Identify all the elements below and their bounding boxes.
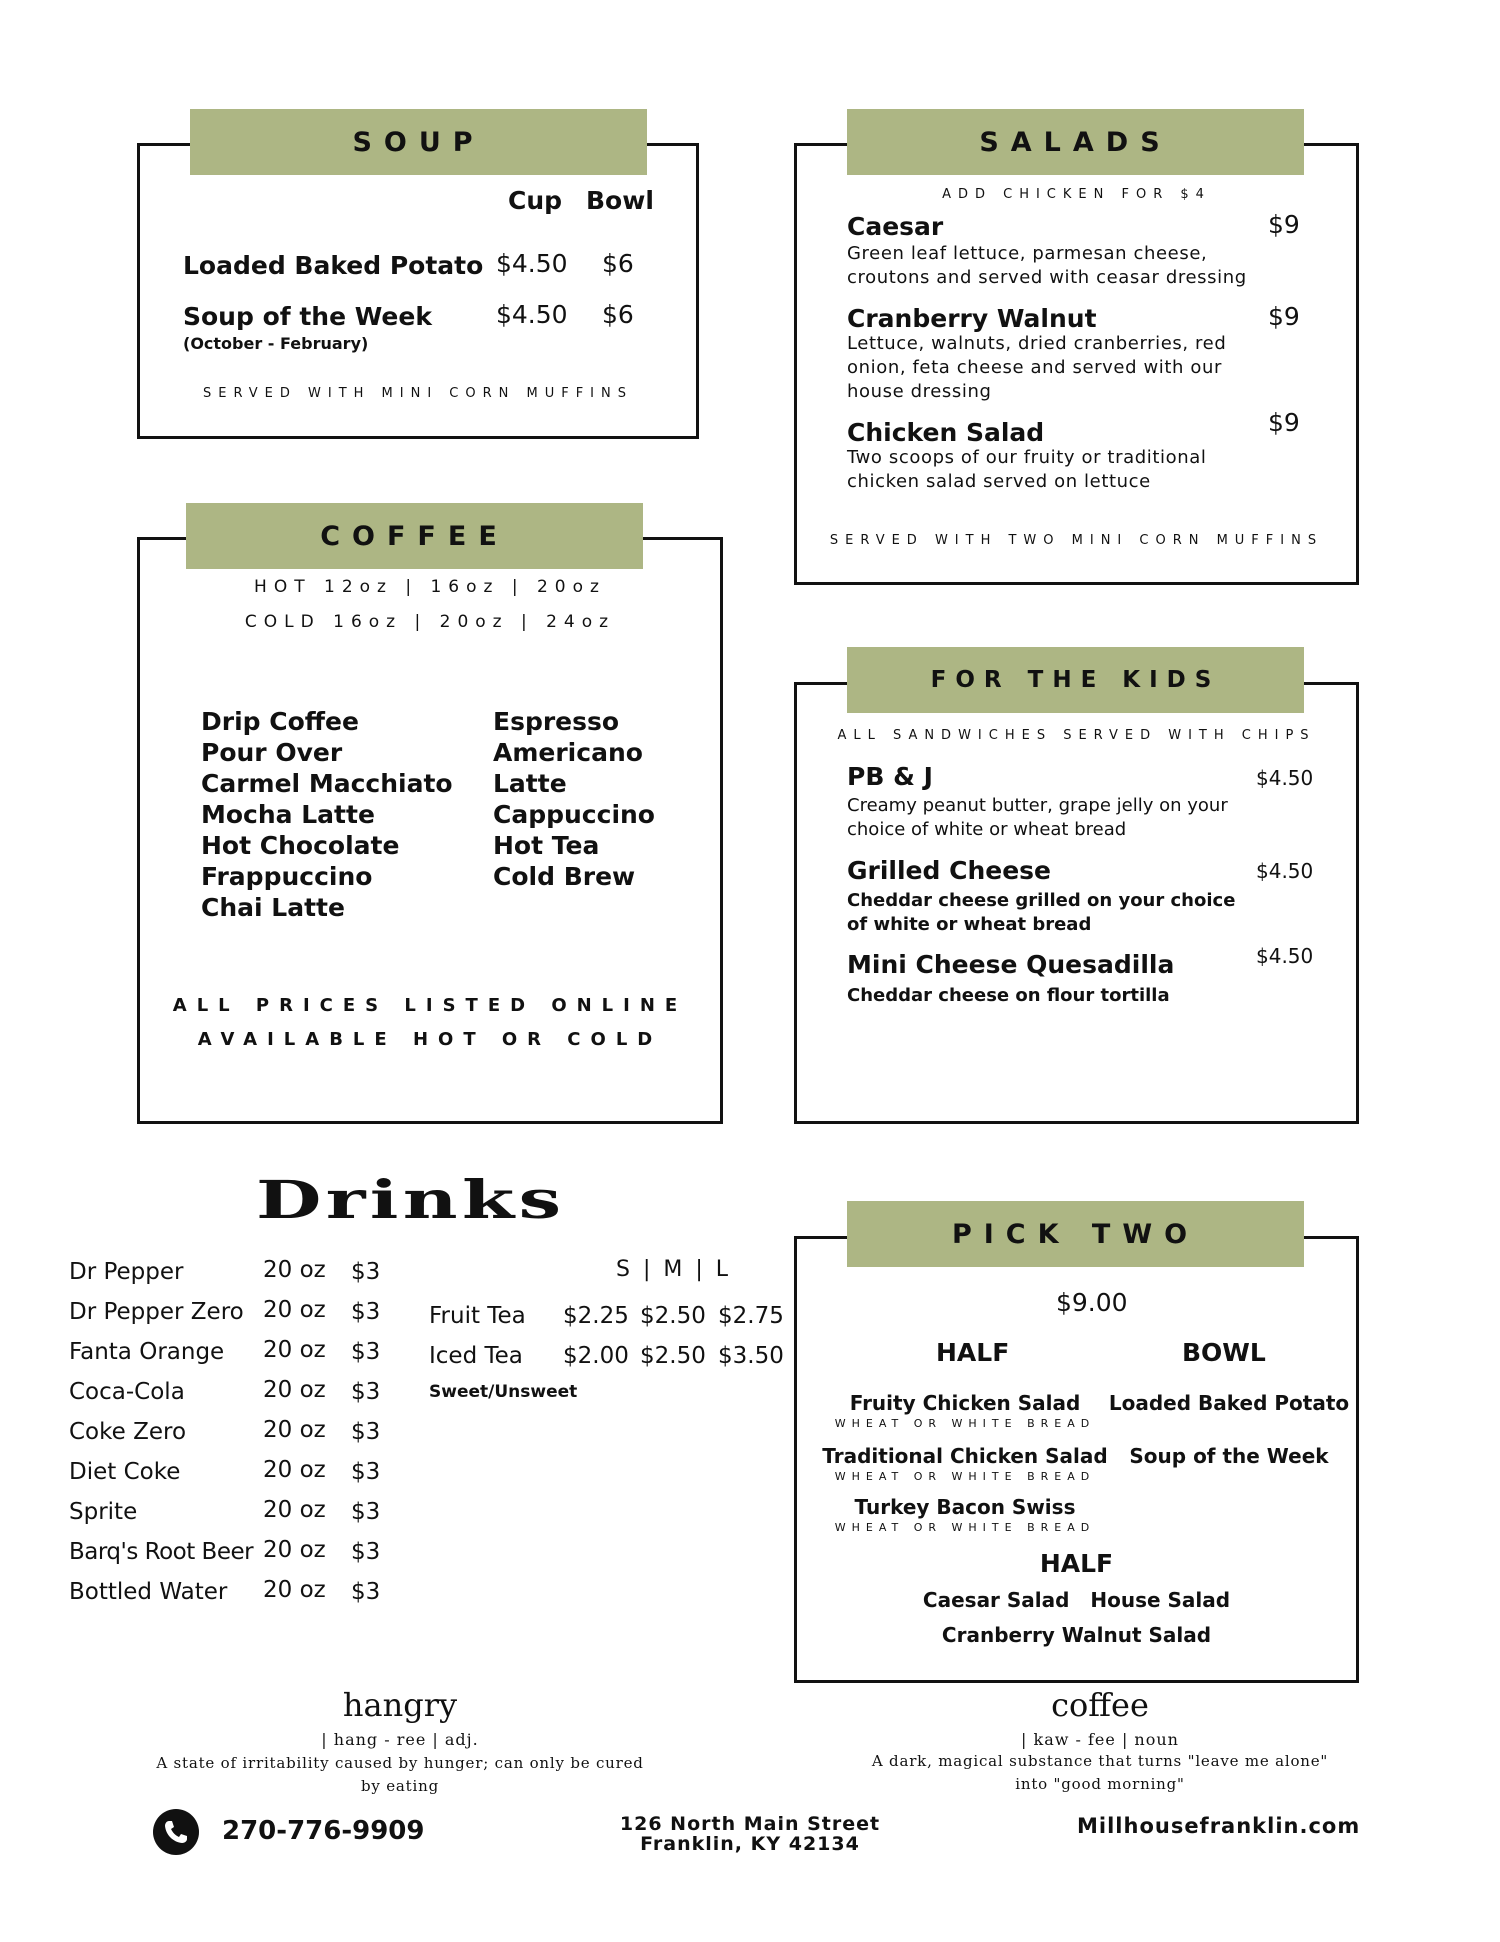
coffee-item: Cappuccino [493,800,655,829]
salad-item-name: Caesar [847,212,944,241]
drink-size: 20 oz [263,1457,326,1483]
hangry-definition: A state of irritability caused by hunger; can only be cured by eating [156,1754,644,1795]
drink-name: Fanta Orange [69,1339,225,1365]
bowl-item: Loaded Baked Potato [1108,1391,1350,1415]
half-item [812,1444,1118,1483]
half-item-name: Fruity Chicken Salad [849,1391,1081,1415]
drink-row [69,1459,180,1485]
drink-price: $3 [351,1419,381,1445]
drink-row [69,1379,185,1405]
pick-two-half2-header: HALF [1039,1549,1114,1578]
kids-title: FOR THE KIDS [930,667,1221,693]
drink-size: 20 oz [263,1537,326,1563]
kids-banner [847,647,1304,713]
drink-row [69,1579,227,1605]
coffee-item: Hot Tea [493,831,600,860]
drink-name: Sprite [69,1499,138,1525]
drink-price: $3 [351,1539,381,1565]
coffee-list-right [493,706,655,892]
coffee-item: Mocha Latte [201,800,375,829]
coffee-hot-sizes: HOT 12oz | 16oz | 20oz [254,577,606,597]
soup-item-name: Loaded Baked Potato [183,251,484,280]
tea-price-s: $2.25 [563,1303,629,1329]
drink-row [69,1259,183,1285]
drink-price: $3 [351,1579,381,1605]
salads-footer: SERVED WITH TWO MINI CORN MUFFINS [829,533,1324,548]
drink-size: 20 oz [263,1417,326,1443]
coffee-footer-line1: ALL PRICES LISTED ONLINE [172,995,688,1016]
coffee-item: Americano [493,738,643,767]
drink-price: $3 [351,1299,381,1325]
drink-row [69,1299,244,1325]
half-item-name: Traditional Chicken Salad [822,1444,1108,1468]
half-item-sub: WHEAT OR WHITE BREAD [834,1417,1096,1430]
coffee-list-left [201,706,453,923]
drink-name: Diet Coke [69,1459,181,1485]
pick-two-bowl-header: BOWL [1182,1338,1266,1367]
drink-name: Coca-Cola [69,1379,185,1405]
soup-item-bowl-price: $6 [602,300,634,329]
coffee-item: Cold Brew [493,862,636,891]
drink-name: Barq's Root Beer [69,1539,254,1565]
coffee-word: coffee [1051,1686,1149,1724]
half-item [812,1495,1118,1534]
drink-size: 20 oz [263,1497,326,1523]
soup-item-cup-price: $4.50 [496,249,568,278]
kids-item-desc: Cheddar cheese grilled on your choice of white or wheat bread [847,890,1236,935]
drink-size: 20 oz [263,1377,326,1403]
salad-item-price: $9 [1268,408,1300,437]
drink-row [69,1539,253,1565]
address [600,1814,900,1854]
tea-price-m: $2.50 [640,1303,706,1329]
salad-item-price: $9 [1268,302,1300,331]
phone-icon-glyph [153,1809,199,1855]
half-item-name: Turkey Bacon Swiss [854,1495,1076,1519]
coffee-item: Hot Chocolate [201,831,400,860]
bowl-item: Soup of the Week [1129,1444,1329,1468]
salad-item-desc: Two scoops of our fruity or traditional chicken salad served on lettuce [847,447,1207,492]
tea-name: Fruit Tea [429,1303,526,1329]
kids-item-desc: Creamy peanut butter, grape jelly on your choice of white or wheat bread [847,795,1228,840]
soup-banner [190,109,647,175]
tea-price-s: $2.00 [563,1343,629,1369]
half2-item: Caesar Salad [922,1588,1070,1612]
tea-price-m: $2.50 [640,1343,706,1369]
coffee-item: Chai Latte [201,893,345,922]
kids-item-name: PB & J [847,762,933,791]
kids-item-name: Mini Cheese Quesadilla [847,950,1175,979]
salads-banner [847,109,1304,175]
soup-footer: SERVED WITH MINI CORN MUFFINS [202,386,633,401]
pick-two-price: $9.00 [1056,1288,1128,1317]
coffee-definition-line2: into "good morning" [1015,1775,1185,1793]
drink-size: 20 oz [263,1577,326,1603]
soup-item-bowl-price: $6 [602,249,634,278]
drink-size: 20 oz [263,1337,326,1363]
coffee-cold-sizes: COLD 16oz | 20oz | 24oz [244,612,616,632]
drink-price: $3 [351,1499,381,1525]
kids-item-name: Grilled Cheese [847,856,1052,885]
drink-price: $3 [351,1459,381,1485]
coffee-item: Espresso [493,707,620,736]
salad-item-name: Chicken Salad [847,418,1045,447]
salads-subtitle: ADD CHICKEN FOR $4 [942,187,1211,202]
coffee-item: Latte [493,769,567,798]
address-line1: 126 North Main Street [619,1813,881,1835]
half-item-sub: WHEAT OR WHITE BREAD [834,1470,1096,1483]
drink-row [69,1419,186,1445]
salads-title: SALADS [979,126,1172,158]
tea-price-l: $3.50 [718,1343,784,1369]
hangry-pronunciation: | hang - ree | adj. [321,1730,479,1749]
salad-item-desc: Lettuce, walnuts, dried cranberries, red onion, feta cheese and served with our house dressing [847,333,1227,402]
coffee-definition-line1: A dark, magical substance that turns "leave me alone" [871,1752,1329,1770]
half2-line1 [794,1588,1359,1612]
drink-name: Dr Pepper Zero [69,1299,244,1325]
address-line2: Franklin, KY 42134 [640,1833,860,1855]
pick-two-banner [847,1201,1304,1267]
drink-name: Dr Pepper [69,1259,184,1285]
kids-item-desc: Cheddar cheese on flour tortilla [847,985,1170,1006]
salad-item-desc: Green leaf lettuce, parmesan cheese, croutons and served with ceasar dressing [847,243,1247,288]
soup-col-bowl: Bowl [586,186,654,215]
coffee-item: Drip Coffee [201,707,359,736]
soup-item-name: Soup of the Week [183,302,432,331]
drink-price: $3 [351,1379,381,1405]
coffee-banner [186,503,643,569]
soup-item-note: (October - February) [183,334,369,353]
soup-col-cup: Cup [508,186,563,215]
website-link[interactable]: Millhousefranklin.com [1077,1814,1361,1838]
drinks-title: Drinks [256,1170,566,1231]
kids-subtitle: ALL SANDWICHES SERVED WITH CHIPS [837,728,1316,743]
coffee-item: Frappuccino [201,862,373,891]
salad-item-name: Cranberry Walnut [847,304,1097,333]
phone-number[interactable]: 270-776-9909 [222,1816,425,1846]
drink-row [69,1499,137,1525]
drink-name: Coke Zero [69,1419,187,1445]
pick-two-title: PICK TWO [951,1218,1200,1250]
drink-size: 20 oz [263,1257,326,1283]
drink-name: Bottled Water [69,1579,228,1605]
drink-price: $3 [351,1259,381,1285]
kids-item-price: $4.50 [1256,859,1314,883]
soup-item-cup-price: $4.50 [496,300,568,329]
drink-row [69,1339,224,1365]
half-item [812,1391,1118,1430]
half2-item: House Salad [1090,1588,1231,1612]
tea-name: Iced Tea [429,1343,523,1369]
soup-title: SOUP [352,126,485,158]
coffee-footer-line2: AVAILABLE HOT OR COLD [197,1029,663,1050]
drink-price: $3 [351,1339,381,1365]
tea-note: Sweet/Unsweet [429,1382,578,1402]
coffee-item: Pour Over [201,738,343,767]
tea-size-header: S | M | L [616,1257,731,1282]
drink-size: 20 oz [263,1297,326,1323]
coffee-item: Carmel Macchiato [201,769,453,798]
half2-item: Cranberry Walnut Salad [941,1623,1212,1647]
kids-item-price: $4.50 [1256,766,1314,790]
hangry-word: hangry [342,1686,458,1724]
half-item-sub: WHEAT OR WHITE BREAD [834,1521,1096,1534]
salad-item-price: $9 [1268,210,1300,239]
pick-two-half-header: HALF [936,1338,1010,1367]
tea-price-l: $2.75 [718,1303,784,1329]
coffee-title: COFFEE [320,520,509,552]
phone-icon [153,1809,199,1855]
kids-item-price: $4.50 [1256,944,1314,968]
coffee-pronunciation: | kaw - fee | noun [1021,1730,1179,1749]
